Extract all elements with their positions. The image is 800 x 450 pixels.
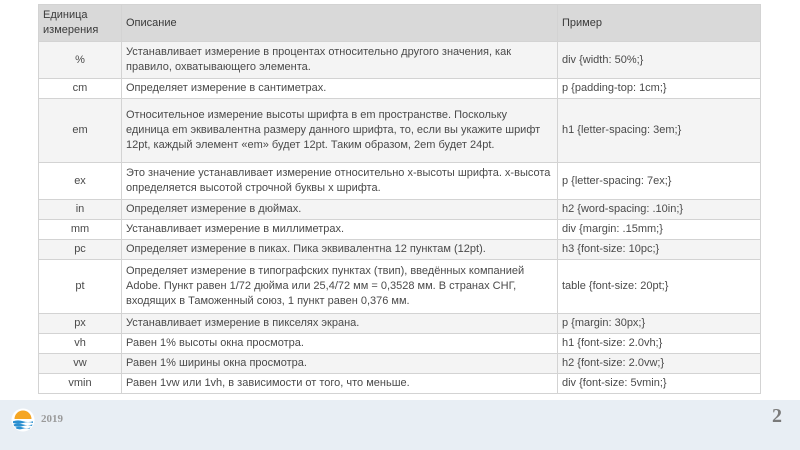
table-header-row	[39, 5, 761, 42]
description-cell: Определяет измерение в дюймах.	[122, 200, 558, 220]
description-cell: Равен 1% ширины окна просмотра.	[122, 354, 558, 374]
example-cell: div {font-size: 5vmin;}	[558, 374, 761, 394]
example-cell: p {padding-top: 1cm;}	[558, 79, 761, 99]
table-row	[39, 99, 761, 163]
unit-cell: vmin	[39, 374, 122, 394]
unit-cell: em	[39, 99, 122, 163]
table-row	[39, 334, 761, 354]
footer-year: 2019	[41, 413, 63, 425]
description-cell: Это значение устанавливает измерение относительно x-высоты шрифта. x-высота определяется высотой строчной буквы x шрифта.	[122, 163, 558, 200]
example-cell: table {font-size: 20pt;}	[558, 260, 761, 314]
unit-cell: vh	[39, 334, 122, 354]
unit-cell: vw	[39, 354, 122, 374]
example-cell: h3 {font-size: 10pc;}	[558, 240, 761, 260]
css-units-table	[38, 4, 761, 394]
table-row	[39, 163, 761, 200]
sun-over-waves-logo-icon	[11, 408, 35, 432]
unit-cell: ex	[39, 163, 122, 200]
example-cell: h1 {font-size: 2.0vh;}	[558, 334, 761, 354]
description-cell: Устанавливает измерение в пикселях экрана.	[122, 314, 558, 334]
example-cell: h2 {font-size: 2.0vw;}	[558, 354, 761, 374]
description-cell: Определяет измерение в типографских пунктах (твип), введённых компанией Adobe. Пункт равен 1/72 дюйма или 25,4/72 мм = 0,3528 мм. В странах СНГ, входящих в Таможенный союз, 1 пункт равен 0,376 мм.	[122, 260, 558, 314]
example-cell: p {margin: 30px;}	[558, 314, 761, 334]
table-row	[39, 314, 761, 334]
footer-bar	[0, 400, 800, 450]
table-row	[39, 260, 761, 314]
table-row	[39, 240, 761, 260]
description-cell: Устанавливает измерение в процентах относительно другого значения, как правило, охватывающего элемента.	[122, 42, 558, 79]
table-row	[39, 79, 761, 99]
header-unit: Единица измерения	[39, 5, 122, 42]
unit-cell: pt	[39, 260, 122, 314]
example-cell: h1 {letter-spacing: 3em;}	[558, 99, 761, 163]
page-number: 2	[772, 405, 782, 427]
example-cell: div {width: 50%;}	[558, 42, 761, 79]
header-description: Описание	[122, 5, 558, 42]
unit-cell: pc	[39, 240, 122, 260]
table-row	[39, 42, 761, 79]
table-row	[39, 200, 761, 220]
unit-cell: %	[39, 42, 122, 79]
example-cell: p {letter-spacing: 7ex;}	[558, 163, 761, 200]
table-row	[39, 354, 761, 374]
example-cell: div {margin: .15mm;}	[558, 220, 761, 240]
description-cell: Равен 1% высоты окна просмотра.	[122, 334, 558, 354]
unit-cell: px	[39, 314, 122, 334]
unit-cell: cm	[39, 79, 122, 99]
unit-cell: in	[39, 200, 122, 220]
description-cell: Определяет измерение в сантиметрах.	[122, 79, 558, 99]
header-example: Пример	[558, 5, 761, 42]
table-row	[39, 220, 761, 240]
description-cell: Устанавливает измерение в миллиметрах.	[122, 220, 558, 240]
description-cell: Равен 1vw или 1vh, в зависимости от того, что меньше.	[122, 374, 558, 394]
description-cell: Относительное измерение высоты шрифта в em пространстве. Поскольку единица em эквивалентна размеру данного шрифта, то, если вы укажите шрифт 12pt, каждый элемент «em» будет 12pt. Таким образом, 2em будет 24pt.	[122, 99, 558, 163]
unit-cell: mm	[39, 220, 122, 240]
description-cell: Определяет измерение в пиках. Пика эквивалентна 12 пунктам (12pt).	[122, 240, 558, 260]
example-cell: h2 {word-spacing: .10in;}	[558, 200, 761, 220]
table-row	[39, 374, 761, 394]
